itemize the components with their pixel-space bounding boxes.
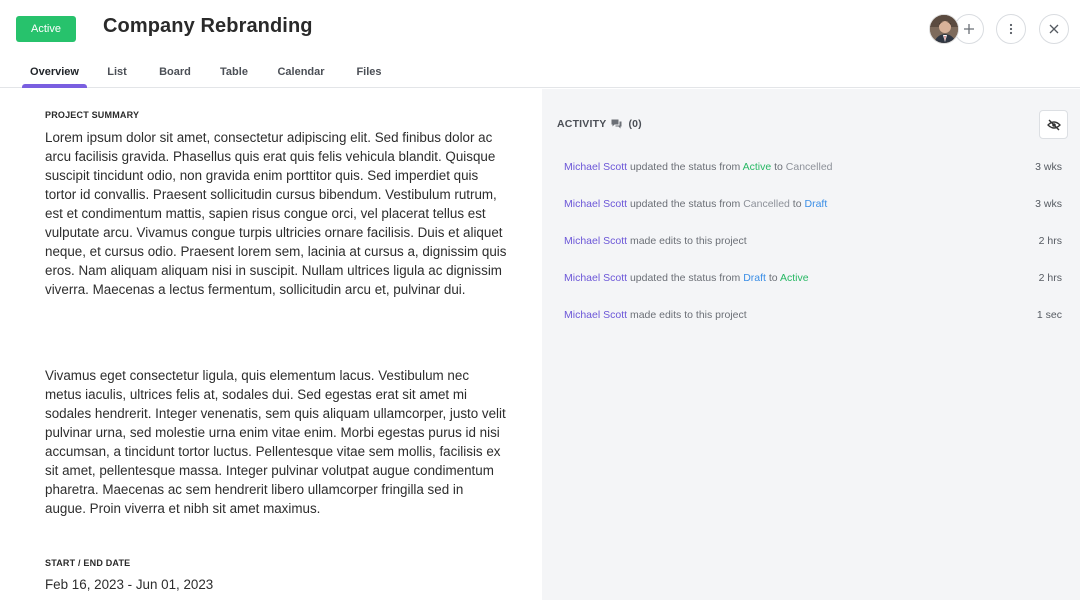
activity-time: 2 hrs	[1038, 272, 1062, 284]
project-summary-paragraph-1: Lorem ipsum dolor sit amet, consectetur adipiscing elit. Sed finibus dolor ac arcu facilisis gravida. Phasellus quis erat quis felis vehicula blandit. Quisque suscipit tincidunt odio, non gravida enim porttitor quis. Sed imperdiet quis tortor id convallis. Praesent sollicitudin cursus bibendum. Vestibulum rutrum, est et condimentum mattis, sapien risus congue orci, vel placerat tellus est vulputate arcu. Vivamus congue turpis ultricies ornare facilisis. Duis et aliquet neque, et cursus odio. Praesent lorem sem, lacinia at cursus a, dignissim quis eros. Nam aliquam aliquam nisi in suscipit. Nullam ultrices ligula ac dignissim viverra. Maecenas a lectus fermentum, sollicitudin arcu et, pulvinar dui.	[45, 130, 507, 297]
activity-desc: updated the status from	[627, 272, 744, 284]
hide-activity-button[interactable]	[1039, 110, 1068, 139]
activity-time: 3 wks	[1035, 198, 1062, 210]
activity-item	[564, 272, 1062, 284]
activity-item	[564, 309, 1062, 321]
tab-board[interactable]: Board	[159, 66, 191, 78]
activity-desc: to	[771, 161, 786, 173]
project-summary-label: PROJECT SUMMARY	[45, 110, 140, 120]
comment-icon	[611, 119, 622, 129]
activity-label: ACTIVITY	[557, 118, 607, 130]
activity-user-link[interactable]: Michael Scott	[564, 198, 628, 210]
project-header	[0, 0, 1080, 88]
activity-desc: made edits to this project	[627, 309, 747, 321]
activity-item	[564, 235, 1062, 247]
activity-panel	[542, 89, 1080, 600]
tab-list[interactable]: List	[107, 66, 127, 78]
start-end-date-value: Feb 16, 2023 - Jun 01, 2023	[45, 577, 214, 592]
project-summary-paragraph-2: Vivamus eget consectetur ligula, quis elementum lacus. Vestibulum nec metus iaculis, ultrices felis at, sodales dui. Sed egestas erat sit amet mi sodales hendrerit. Integer venenatis, sem quis aliquam ullamcorper, justo velit pulvinar urna, sed molestie urna enim vitae enim. Morbi egestas purus id nisi accumsan, a tincidunt tortor luctus. Pellentesque vitae sem mollis, facilisis ex sit amet, pellentesque massa. Integer pulvinar volutpat augue condimentum pharetra. Maecenas ac sem hendrerit libero ullamcorper fringilla sed in augue. Proin viverra et nibh sit amet maximus.	[45, 368, 506, 516]
user-avatar-icon	[930, 15, 959, 44]
activity-time: 2 hrs	[1038, 235, 1062, 247]
activity-text	[564, 272, 809, 284]
activity-desc: updated the status from	[627, 161, 743, 173]
status-badge[interactable]: Active	[16, 16, 76, 42]
activity-desc: to	[789, 198, 805, 210]
page-title: Company Rebranding	[103, 15, 313, 37]
close-button[interactable]	[1039, 14, 1069, 44]
activity-time: 1 sec	[1036, 309, 1062, 321]
vertical-dots-icon	[1005, 23, 1017, 35]
activity-text	[564, 161, 833, 173]
tab-overview[interactable]: Overview	[22, 56, 87, 88]
activity-text	[564, 198, 827, 210]
start-end-date-label: START / END DATE	[45, 558, 131, 568]
view-tabs	[22, 56, 401, 88]
more-options-button[interactable]	[996, 14, 1026, 44]
activity-time: 3 wks	[1035, 161, 1062, 173]
plus-icon	[963, 23, 975, 35]
activity-user-link[interactable]: Michael Scott	[564, 309, 628, 321]
activity-header	[557, 118, 642, 130]
activity-item	[564, 198, 1062, 210]
activity-desc: to	[765, 272, 780, 284]
tab-table[interactable]: Table	[220, 66, 248, 78]
activity-item	[564, 161, 1062, 173]
avatar[interactable]	[929, 14, 959, 44]
tab-calendar[interactable]: Calendar	[277, 66, 325, 78]
status-to: Cancelled	[785, 161, 833, 173]
close-icon	[1048, 23, 1060, 35]
eye-slash-icon	[1047, 119, 1061, 131]
activity-desc: made edits to this project	[627, 235, 747, 247]
overview-content	[0, 89, 542, 600]
status-to: Draft	[804, 198, 828, 210]
activity-text	[564, 235, 747, 247]
status-from: Draft	[743, 272, 766, 284]
activity-user-link[interactable]: Michael Scott	[564, 235, 628, 247]
activity-user-link[interactable]: Michael Scott	[564, 161, 628, 173]
activity-desc: updated the status from	[627, 198, 744, 210]
status-to: Active	[779, 272, 809, 284]
tab-files[interactable]: Files	[356, 66, 382, 78]
activity-count: (0)	[628, 118, 642, 130]
activity-user-link[interactable]: Michael Scott	[564, 272, 628, 284]
status-from: Cancelled	[743, 198, 790, 210]
status-from: Active	[742, 161, 772, 173]
activity-text	[564, 309, 747, 321]
